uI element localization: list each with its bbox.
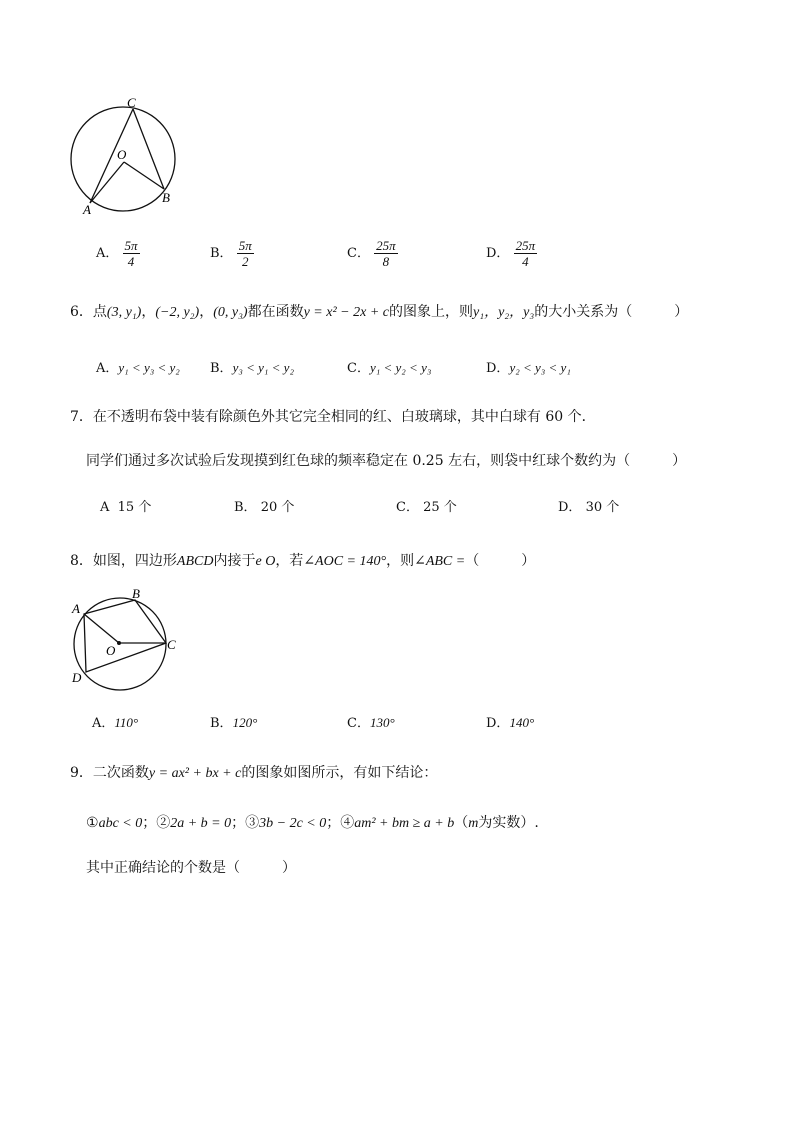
- label-C: C: [127, 95, 136, 110]
- q9-conclusion-1: abc < 0: [98, 816, 143, 831]
- q5-option-a-fraction: [123, 238, 140, 269]
- q6-option-c-letter: C．: [347, 361, 370, 376]
- segment-OB: [124, 162, 164, 189]
- q9-conclusion-4-mark: ④: [340, 815, 355, 831]
- q6-stem-mid2: 的图象上，则: [389, 304, 473, 320]
- q5-option-a-den: 4: [127, 254, 135, 269]
- q8-option-a-letter: A．: [92, 716, 115, 731]
- q9-conclusion-2-mark: ②: [156, 815, 171, 831]
- q8-option-c[interactable]: [347, 712, 395, 731]
- label-B: B: [132, 586, 140, 601]
- q9-conclusion-3-mark: ③: [245, 815, 260, 831]
- q5-option-b-num: 5π: [238, 238, 252, 253]
- q5-option-a-letter: A．: [96, 246, 119, 261]
- q9-stem: [70, 762, 437, 782]
- segment-AC: [90, 109, 133, 203]
- q5-option-c-fraction: [374, 238, 398, 269]
- q6-option-d-expr: y₂ < y₃ < y₁: [509, 360, 571, 375]
- q5-option-d-den: 4: [522, 254, 529, 269]
- q6-option-a-letter: A．: [96, 361, 119, 376]
- q9-sep-1: ；: [142, 815, 157, 831]
- q8-option-a-text: 110°: [114, 715, 139, 730]
- q8-option-b[interactable]: [210, 712, 257, 731]
- center-point-O: [117, 641, 121, 645]
- q5-option-b-fraction: [237, 238, 254, 269]
- q6-option-a[interactable]: [96, 357, 180, 376]
- q9-note-open: （: [454, 815, 469, 831]
- label-O: O: [117, 147, 127, 162]
- figure-q5: [60, 95, 190, 220]
- q8-stem-mid3: ，则: [386, 553, 415, 569]
- q6-point-2: (−2, y₂): [155, 305, 200, 320]
- q9-conclusion-3: 3b − 2c < 0: [259, 816, 327, 831]
- q6-option-d-letter: D．: [486, 361, 510, 376]
- label-D: D: [72, 670, 82, 685]
- q5-option-c-den: 8: [382, 254, 390, 269]
- q7-option-d-letter: D．: [558, 500, 582, 515]
- label-C: C: [167, 637, 176, 652]
- q8-option-d-letter: D．: [486, 716, 510, 731]
- segment-AO: [90, 162, 124, 203]
- q8-given: ∠AOC = 140°: [303, 554, 387, 569]
- q5-option-d[interactable]: [486, 238, 537, 269]
- q6-point-3: (0, y₃): [213, 305, 248, 320]
- q6-option-c[interactable]: [347, 357, 431, 376]
- q8-stem-mid2: ，若: [275, 553, 304, 569]
- q5-option-b-den: 2: [241, 254, 249, 269]
- q9-conclusions: [86, 812, 539, 832]
- q9-sep-3: ；: [326, 815, 341, 831]
- q6-option-a-expr: y₁ < y₃ < y₂: [118, 360, 180, 375]
- q8-circle: e O: [255, 554, 276, 569]
- q8-option-c-text: 130°: [369, 715, 395, 730]
- q6-point-1: (3, y₁): [106, 305, 142, 320]
- q7-option-d-text: 30 个: [585, 500, 620, 515]
- q9-conclusion-2: 2a + b = 0: [170, 816, 232, 831]
- q9-conclusion-1-mark: ①: [86, 815, 99, 831]
- q7-option-b-letter: B．: [234, 500, 257, 515]
- quadrilateral-ABCD: [84, 600, 166, 672]
- q7-option-b-text: 20 个: [260, 500, 295, 515]
- q6-stem: [70, 301, 688, 321]
- q7-option-c[interactable]: [396, 496, 457, 515]
- q8-stem: [70, 550, 535, 570]
- q8-stem-suffix: （ ）: [465, 553, 536, 569]
- q9-stem-prefix: 9．二次函数: [70, 765, 149, 781]
- q8-ask: ∠ABC =: [414, 554, 466, 569]
- q7-option-b[interactable]: [234, 496, 294, 515]
- q9-sep-2: ；: [231, 815, 246, 831]
- q6-option-b-letter: B．: [210, 361, 233, 376]
- q5-option-a-num: 5π: [124, 238, 138, 253]
- q9-function: y = ax² + bx + c: [148, 766, 242, 781]
- q5-option-d-num: 25π: [515, 238, 536, 253]
- q5-option-d-fraction: [514, 238, 538, 269]
- q6-option-c-expr: y₁ < y₂ < y₃: [369, 360, 432, 375]
- figure-q8: [64, 584, 189, 694]
- q6-stem-mid: 都在函数: [247, 304, 304, 320]
- q9-note-m: m: [468, 816, 479, 831]
- q6-sep-1: ，: [141, 304, 156, 320]
- segment-AO: [84, 614, 119, 643]
- q8-option-b-text: 120°: [232, 715, 258, 730]
- q7-line-1: 7．在不透明布袋中装有除颜色外其它完全相同的红、白玻璃球，其中白球有 60 个．: [70, 409, 596, 425]
- q6-option-d[interactable]: [486, 357, 571, 376]
- q6-sep-2: ，: [199, 304, 214, 320]
- q9-conclusion-4: am² + bm ≥ a + b: [354, 816, 455, 831]
- q5-option-b[interactable]: [210, 238, 254, 269]
- label-A: A: [72, 601, 80, 616]
- q8-option-b-letter: B．: [210, 716, 233, 731]
- q7-option-d[interactable]: [558, 496, 619, 515]
- q6-option-b[interactable]: [210, 357, 294, 376]
- q6-vars: y₁，y₂，y₃: [473, 305, 535, 320]
- q8-option-a[interactable]: [92, 712, 138, 731]
- q8-option-c-letter: C．: [347, 716, 370, 731]
- q8-option-d-text: 140°: [509, 715, 535, 730]
- q5-option-b-letter: B．: [210, 246, 233, 261]
- q8-option-d[interactable]: [486, 712, 534, 731]
- q5-option-a[interactable]: [96, 238, 140, 269]
- q7-option-a-letter: A: [100, 500, 110, 515]
- q5-option-c-num: 25π: [376, 238, 396, 253]
- q8-stem-mid: 内接于: [213, 553, 256, 569]
- label-O: O: [106, 643, 116, 658]
- label-B: B: [162, 190, 170, 205]
- q7-option-a-text: 15 个: [117, 500, 152, 515]
- q7-line-2: 同学们通过多次试验后发现摸到红色球的频率稳定在 0.25 左右，则袋中红球个数约为（ ）: [86, 453, 687, 469]
- q7-option-c-letter: C．: [396, 500, 419, 515]
- q9-note-rest: 为实数）.: [478, 815, 539, 831]
- q7-option-c-text: 25 个: [423, 500, 457, 515]
- q8-quad: ABCD: [176, 554, 214, 569]
- q6-function: y = x² − 2x + c: [303, 305, 389, 320]
- q6-option-b-expr: y₃ < y₁ < y₂: [232, 360, 294, 375]
- q6-stem-prefix: 6．点: [70, 304, 107, 320]
- q8-stem-prefix: 8．如图，四边形: [70, 553, 177, 569]
- q9-stem-suffix: 的图象如图所示，有如下结论：: [241, 765, 438, 781]
- q7-option-a[interactable]: [100, 496, 151, 515]
- q5-option-c[interactable]: [347, 238, 398, 269]
- label-A: A: [83, 202, 91, 217]
- q6-stem-suffix: 的大小关系为（ ）: [534, 304, 689, 320]
- q9-ask: 其中正确结论的个数是（ ）: [86, 860, 296, 876]
- q5-option-c-letter: C．: [347, 246, 370, 261]
- q5-option-d-letter: D．: [486, 246, 510, 261]
